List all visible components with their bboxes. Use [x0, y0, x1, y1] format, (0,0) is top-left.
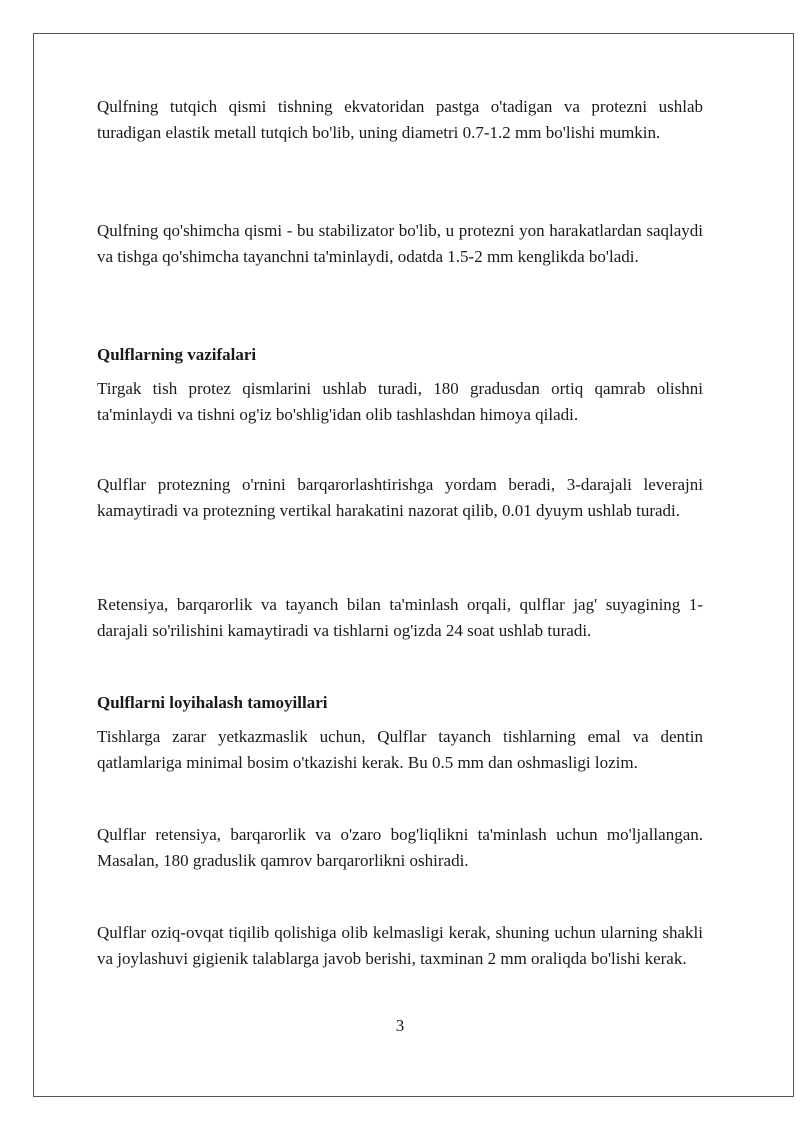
paragraph-function-stability: Qulflar protezning o'rnini barqarorlashtirishga yordam beradi, 3-darajali leverajni kamaytiradi va protezning vertikal harakatini nazorat qilib, 0.01 dyuym ushlab turadi. — [97, 475, 703, 520]
page-number: 3 — [395, 1016, 405, 1035]
section-heading-principles: Qulflarni loyihalash tamoyillari — [97, 693, 328, 712]
paragraph-principle-design: Qulflar retensiya, barqarorlik va o'zaro bog'liqlikni ta'minlash uchun mo'ljallangan. Masalan, 180 graduslik qamrov barqarorlikni oshiradi. — [97, 825, 703, 870]
paragraph-principle-hygiene: Qulflar oziq-ovqat tiqilib qolishiga olib kelmasligi kerak, shuning uchun ularning shakli va joylashuvi gigienik talablarga javob berishi, taxminan 2 mm oraliqda bo'lishi kerak. — [97, 923, 703, 968]
section-heading-functions: Qulflarning vazifalari — [97, 345, 257, 364]
paragraph-function-retention: Tirgak tish protez qismlarini ushlab turadi, 180 gradusdan ortiq qamrab olishni ta'minlaydi va tishni og'iz bo'shlig'idan olib tashlashdan himoya qiladi. — [97, 379, 703, 424]
paragraph-function-support: Retensiya, barqarorlik va tayanch bilan ta'minlash orqali, qulflar jag' suyagining 1-darajali so'rilishini kamaytiradi va tishlarni og'izda 24 soat ushlab turadi. — [97, 595, 703, 640]
paragraph-clasp-arm: Qulfning tutqich qismi tishning ekvatoridan pastga o'tadigan va protezni ushlab turadigan elastik metall tutqich bo'lib, uning diametri 0.7-1.2 mm bo'lishi mumkin. — [97, 97, 703, 142]
document-body — [97, 94, 703, 998]
paragraph-principle-pressure: Tishlarga zarar yetkazmaslik uchun, Qulflar tayanch tishlarning emal va dentin qatlamlariga minimal bosim o'tkazishi kerak. Bu 0.5 mm dan oshmasligi lozim. — [97, 727, 703, 772]
paragraph-clasp-stabilizer: Qulfning qo'shimcha qismi - bu stabilizator bo'lib, u protezni yon harakatlardan saqlaydi va tishga qo'shimcha tayanchni ta'minlaydi, odatda 1.5-2 mm kenglikda bo'ladi. — [97, 221, 703, 266]
